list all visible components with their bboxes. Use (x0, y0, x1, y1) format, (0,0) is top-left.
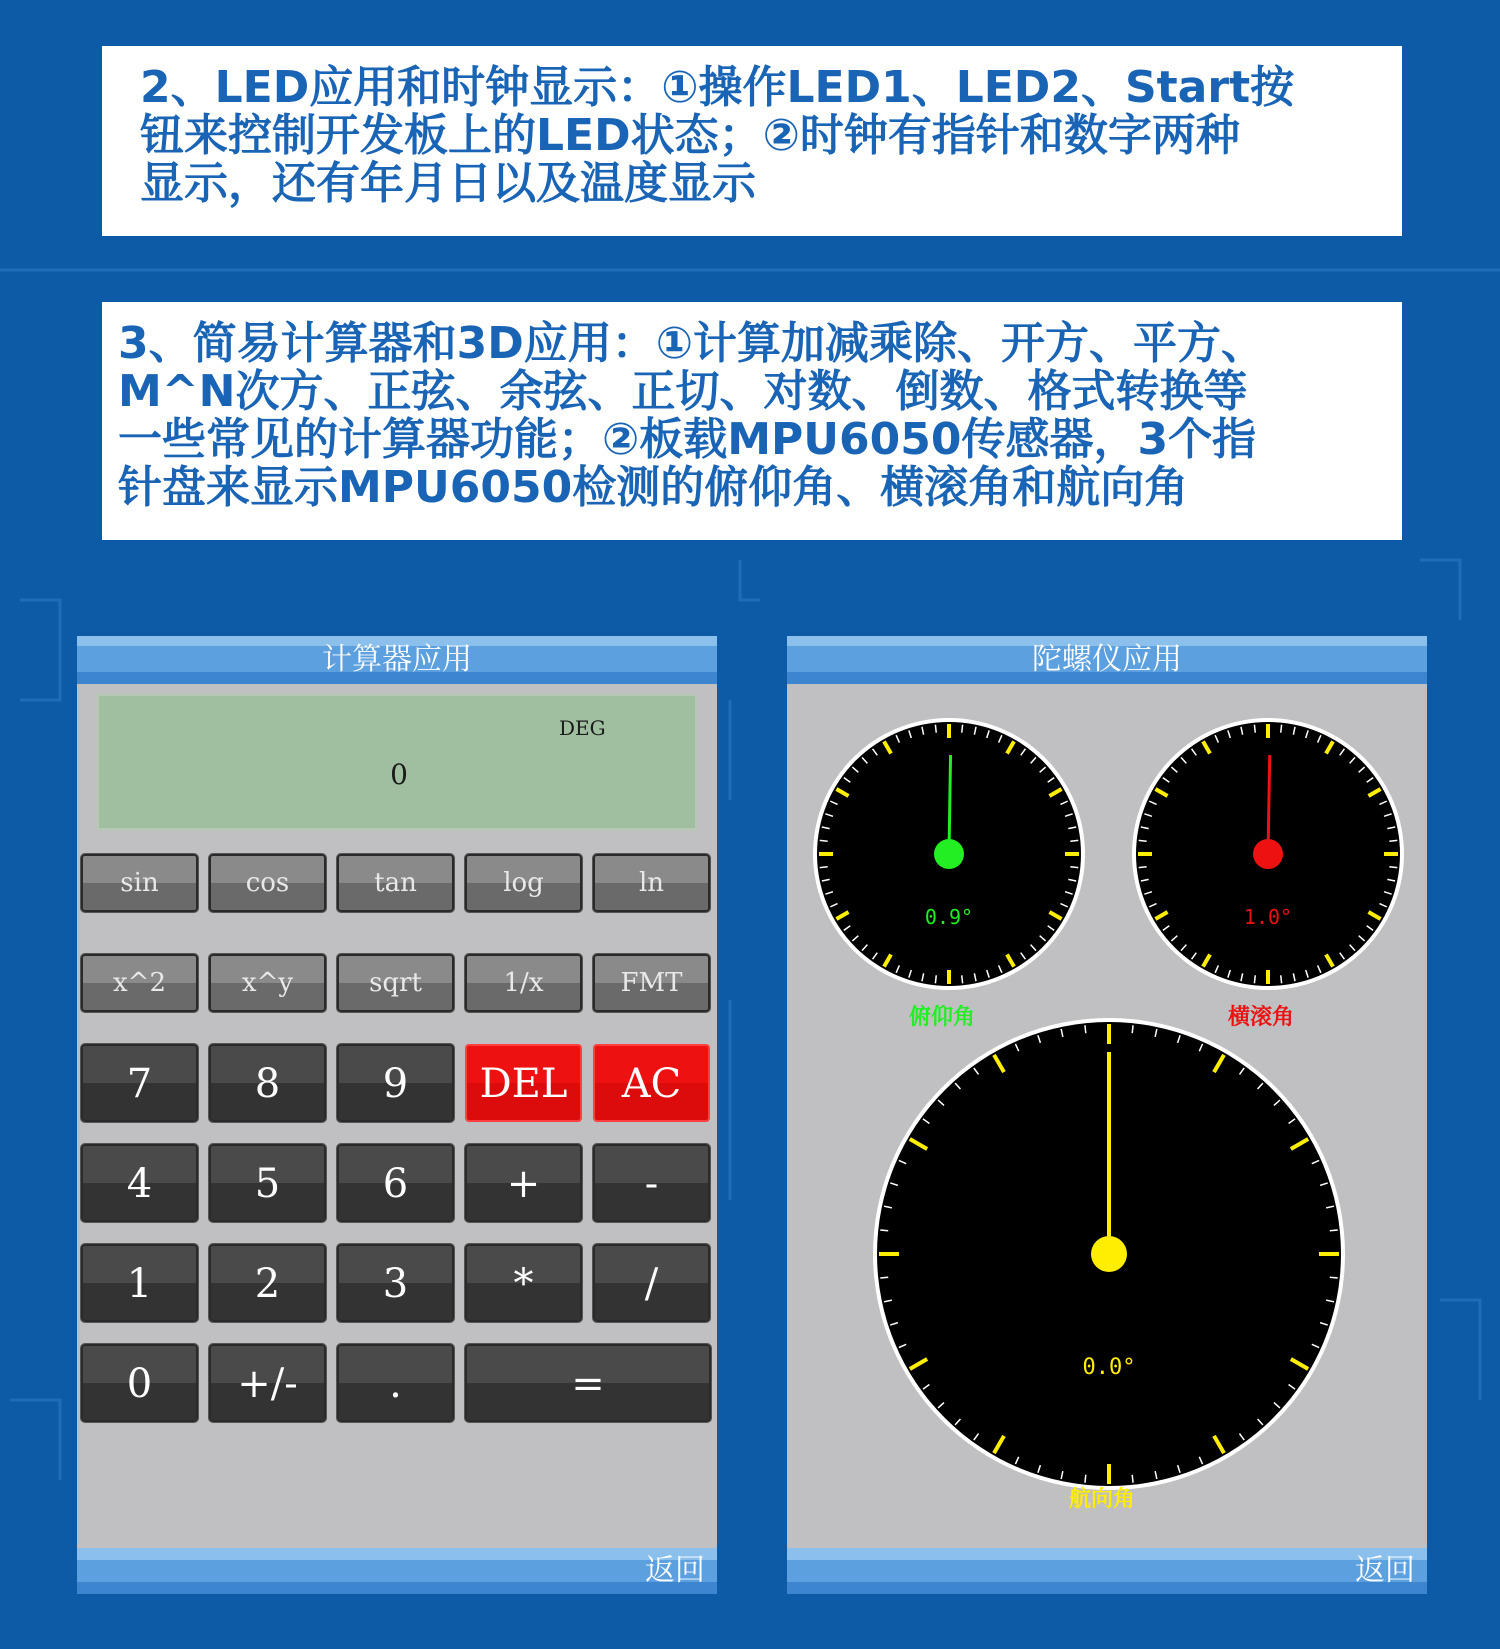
roll-tick (1281, 975, 1282, 983)
equals-button[interactable]: = (465, 1344, 711, 1422)
tan-button[interactable]: tan (337, 854, 454, 912)
back-button[interactable]: 返回 (1355, 1553, 1415, 1588)
digit-7-button[interactable]: 7 (81, 1044, 198, 1122)
calculator-title: 计算器应用 (77, 636, 717, 684)
roll-tick (1281, 725, 1282, 733)
ln-button[interactable]: ln (593, 854, 710, 912)
digit-8-button[interactable]: 8 (209, 1044, 326, 1122)
gyroscope-footer (787, 1548, 1427, 1594)
digit-3-button[interactable]: 3 (337, 1244, 454, 1322)
digit-1-button[interactable]: 1 (81, 1244, 198, 1322)
yaw-needle-hub (1091, 1236, 1127, 1272)
pitch-tick (820, 867, 828, 868)
roll-readout: 1.0° (1243, 905, 1293, 929)
roll-tick (1389, 867, 1397, 868)
description-line: 针盘来显示MPU6050检测的俯仰角、横滚角和航向角 (118, 462, 1189, 513)
description-line: 2、LED应用和时钟显示：①操作LED1、LED2、Start按 (140, 62, 1295, 113)
pitch-tick (935, 725, 936, 733)
calculator-window (77, 636, 717, 1594)
decimal-point-button[interactable]: . (337, 1344, 454, 1422)
gyroscope-window (787, 636, 1427, 1594)
sin-button[interactable]: sin (81, 854, 198, 912)
calculator-display (97, 694, 697, 830)
pitch-needle-hub (934, 839, 964, 869)
gyroscope-dials (787, 684, 1427, 1544)
cos-button[interactable]: cos (209, 854, 326, 912)
pitch-label: 俯仰角 (909, 1005, 976, 1030)
sign-toggle-button[interactable]: +/- (209, 1344, 326, 1422)
gyroscope-title: 陀螺仪应用 (787, 636, 1427, 684)
led-description-card (102, 46, 1402, 236)
yaw-readout: 0.0° (1082, 1355, 1136, 1380)
roll-tick (1254, 975, 1255, 983)
multiply-button[interactable]: * (465, 1244, 582, 1322)
roll-needle-hub (1253, 839, 1283, 869)
pitch-tick (962, 975, 963, 983)
pitch-tick (962, 725, 963, 733)
pitch-tick (1070, 840, 1078, 841)
description-line: M^N次方、正弦、余弦、正切、对数、倒数、格式转换等 (118, 366, 1248, 417)
yaw-tick (1330, 1277, 1338, 1278)
sqrt-button[interactable]: sqrt (337, 954, 454, 1012)
description-line: 显示，还有年月日以及温度显示 (140, 158, 756, 209)
roll-tick (1389, 840, 1397, 841)
digit-4-button[interactable]: 4 (81, 1144, 198, 1222)
power-button[interactable]: x^y (209, 954, 326, 1012)
digit-9-button[interactable]: 9 (337, 1044, 454, 1122)
roll-tick (1139, 840, 1147, 841)
back-button[interactable]: 返回 (645, 1553, 705, 1588)
delete-button[interactable]: DEL (465, 1044, 582, 1122)
yaw-tick (1085, 1025, 1086, 1033)
yaw-tick (880, 1230, 888, 1231)
roll-tick (1254, 725, 1255, 733)
format-button[interactable]: FMT (593, 954, 710, 1012)
yaw-label: 航向角 (1069, 1487, 1136, 1512)
description-line: 一些常见的计算器功能；②板载MPU6050传感器，3个指 (118, 414, 1257, 465)
angle-mode-indicator: DEG (559, 716, 606, 740)
yaw-tick (880, 1277, 888, 1278)
description-line: 3、简易计算器和3D应用：①计算加减乘除、开方、平方、 (118, 318, 1266, 369)
plus-button[interactable]: + (465, 1144, 582, 1222)
minus-button[interactable]: - (593, 1144, 710, 1222)
roll-tick (1139, 867, 1147, 868)
digit-6-button[interactable]: 6 (337, 1144, 454, 1222)
pitch-readout: 0.9° (924, 905, 974, 929)
yaw-tick (1330, 1230, 1338, 1231)
log-button[interactable]: log (465, 854, 582, 912)
calculator-footer (77, 1548, 717, 1594)
display-value: 0 (390, 758, 408, 791)
pitch-tick (935, 975, 936, 983)
all-clear-button[interactable]: AC (593, 1044, 710, 1122)
pitch-tick (1070, 867, 1078, 868)
reciprocal-button[interactable]: 1/x (465, 954, 582, 1012)
roll-label: 横滚角 (1228, 1005, 1295, 1030)
description-line: 钮来控制开发板上的LED状态；②时钟有指针和数字两种 (140, 110, 1240, 161)
digit-5-button[interactable]: 5 (209, 1144, 326, 1222)
square-button[interactable]: x^2 (81, 954, 198, 1012)
yaw-tick (1132, 1025, 1133, 1033)
digit-2-button[interactable]: 2 (209, 1244, 326, 1322)
divide-button[interactable]: / (593, 1244, 710, 1322)
pitch-tick (820, 840, 828, 841)
digit-0-button[interactable]: 0 (81, 1344, 198, 1422)
calculator-3d-description-card (102, 302, 1402, 540)
